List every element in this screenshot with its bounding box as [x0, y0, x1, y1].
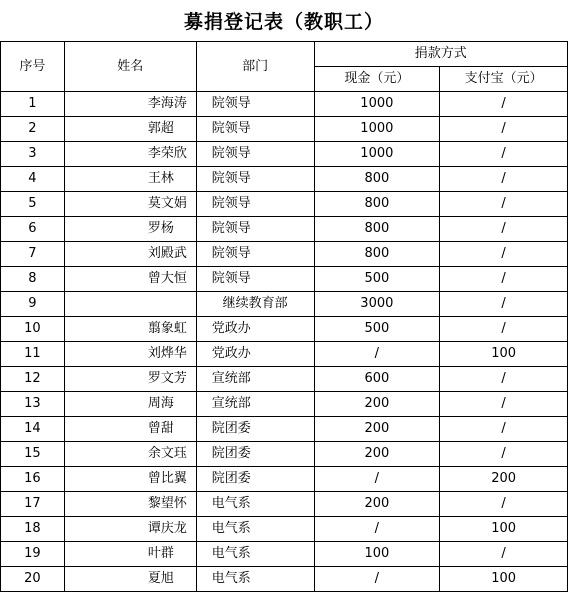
cell-dept[interactable] [196, 92, 314, 117]
cell-dept[interactable] [196, 442, 314, 467]
table-row [1, 417, 568, 442]
cell-cash[interactable]: 200 [314, 417, 440, 442]
cell-dept[interactable] [196, 292, 314, 317]
cell-dept-text: 宣统部 [211, 371, 251, 386]
cell-dept[interactable] [196, 542, 314, 567]
cell-dept-text: 电气系 [211, 496, 251, 511]
cell-dept[interactable] [196, 242, 314, 267]
cell-alipay[interactable]: 100 [440, 342, 568, 367]
cell-index[interactable]: 17 [1, 492, 65, 517]
cell-name-text: 王林 [147, 171, 174, 186]
cell-index[interactable]: 2 [1, 117, 65, 142]
cell-dept-text: 院团委 [211, 421, 251, 436]
cell-index[interactable]: 13 [1, 392, 65, 417]
cell-dept-text: 院领导 [211, 196, 251, 211]
cell-cash[interactable]: 600 [314, 367, 440, 392]
cell-alipay[interactable]: / [440, 167, 568, 192]
cell-cash[interactable]: 800 [314, 217, 440, 242]
cell-alipay[interactable]: / [440, 117, 568, 142]
cell-index[interactable]: 12 [1, 367, 65, 392]
cell-dept-text: 院领导 [211, 171, 251, 186]
cell-dept[interactable] [196, 317, 314, 342]
cell-dept[interactable] [196, 117, 314, 142]
table-row [1, 192, 568, 217]
cell-name-text: 李海涛 [147, 96, 187, 111]
table-row [1, 392, 568, 417]
cell-name-text: 莫文娟 [147, 196, 187, 211]
cell-dept-text: 院领导 [211, 271, 251, 286]
cell-cash[interactable]: / [314, 567, 440, 592]
cell-name-text: 黎望怀 [147, 496, 187, 511]
cell-dept[interactable] [196, 492, 314, 517]
cell-dept[interactable] [196, 367, 314, 392]
cell-name-text: 曾大恒 [147, 271, 187, 286]
cell-name-text: 李荣欣 [147, 146, 187, 161]
cell-cash[interactable]: 500 [314, 317, 440, 342]
cell-index[interactable]: 19 [1, 542, 65, 567]
cell-cash[interactable]: 500 [314, 267, 440, 292]
cell-alipay[interactable]: / [440, 392, 568, 417]
cell-name[interactable] [64, 442, 196, 467]
donation-table [0, 41, 568, 592]
cell-cash[interactable]: 1000 [314, 142, 440, 167]
table-row [1, 342, 568, 367]
cell-alipay[interactable]: / [440, 92, 568, 117]
cell-name[interactable] [64, 317, 196, 342]
cell-dept-text: 电气系 [211, 521, 251, 536]
cell-dept-text: 继续教育部 [222, 296, 288, 311]
cell-cash[interactable]: 800 [314, 192, 440, 217]
cell-name-text: 翦象虹 [147, 321, 187, 336]
cell-name-text: 曾比翼 [147, 471, 187, 486]
cell-dept-text: 宣统部 [211, 396, 251, 411]
cell-dept[interactable] [196, 342, 314, 367]
cell-alipay[interactable]: / [440, 292, 568, 317]
table-row [1, 517, 568, 542]
cell-name[interactable] [64, 342, 196, 367]
cell-name[interactable] [64, 492, 196, 517]
header-index[interactable]: 序号 [1, 42, 65, 92]
table-row [1, 542, 568, 567]
cell-index[interactable]: 14 [1, 417, 65, 442]
cell-alipay[interactable]: / [440, 242, 568, 267]
cell-dept[interactable] [196, 192, 314, 217]
cell-cash[interactable]: 1000 [314, 117, 440, 142]
table-row [1, 142, 568, 167]
cell-name-text: 罗杨 [147, 221, 174, 236]
header-name[interactable]: 姓名 [64, 42, 196, 92]
cell-dept[interactable] [196, 142, 314, 167]
cell-dept-text: 院团委 [211, 446, 251, 461]
cell-dept[interactable] [196, 467, 314, 492]
cell-index[interactable]: 10 [1, 317, 65, 342]
header-cash[interactable]: 现金（元） [314, 67, 440, 92]
cell-cash[interactable]: / [314, 467, 440, 492]
cell-name[interactable] [64, 117, 196, 142]
cell-alipay[interactable]: 100 [440, 567, 568, 592]
cell-name[interactable] [64, 267, 196, 292]
cell-index[interactable]: 5 [1, 192, 65, 217]
cell-alipay[interactable]: / [440, 542, 568, 567]
cell-cash[interactable]: 200 [314, 442, 440, 467]
cell-dept[interactable] [196, 567, 314, 592]
cell-dept[interactable] [196, 217, 314, 242]
cell-alipay[interactable]: / [440, 267, 568, 292]
table-row [1, 317, 568, 342]
cell-index[interactable]: 7 [1, 242, 65, 267]
cell-dept[interactable] [196, 167, 314, 192]
table-row [1, 267, 568, 292]
cell-cash[interactable]: / [314, 517, 440, 542]
cell-name-text: 刘殿武 [147, 246, 187, 261]
cell-alipay[interactable]: / [440, 217, 568, 242]
cell-dept-text: 党政办 [211, 321, 251, 336]
table-row [1, 492, 568, 517]
cell-dept-text: 电气系 [211, 546, 251, 561]
cell-dept-text: 院领导 [211, 221, 251, 236]
cell-index[interactable]: 8 [1, 267, 65, 292]
cell-alipay[interactable]: / [440, 317, 568, 342]
cell-name[interactable] [64, 542, 196, 567]
cell-index[interactable]: 9 [1, 292, 65, 317]
cell-index[interactable]: 18 [1, 517, 65, 542]
cell-alipay[interactable]: 200 [440, 467, 568, 492]
cell-cash[interactable]: 1000 [314, 92, 440, 117]
cell-dept-text: 院领导 [211, 96, 251, 111]
cell-cash[interactable]: 100 [314, 542, 440, 567]
cell-name[interactable] [64, 292, 196, 317]
cell-name[interactable] [64, 92, 196, 117]
sheet-title: 募捐登记表（教职工） [183, 11, 384, 33]
cell-alipay[interactable]: / [440, 442, 568, 467]
cell-name[interactable] [64, 167, 196, 192]
cell-dept-text: 党政办 [211, 346, 251, 361]
cell-dept-text: 院领导 [211, 146, 251, 161]
header-dept[interactable]: 部门 [196, 42, 314, 92]
cell-dept-text: 院团委 [211, 471, 251, 486]
cell-index[interactable]: 15 [1, 442, 65, 467]
cell-index[interactable]: 16 [1, 467, 65, 492]
cell-index[interactable]: 4 [1, 167, 65, 192]
cell-cash[interactable]: 3000 [314, 292, 440, 317]
header-alipay[interactable]: 支付宝（元） [440, 67, 568, 92]
table-row [1, 292, 568, 317]
table-row [1, 467, 568, 492]
cell-cash[interactable]: / [314, 342, 440, 367]
cell-dept[interactable] [196, 517, 314, 542]
cell-index[interactable]: 1 [1, 92, 65, 117]
cell-name-text: 郭超 [147, 121, 174, 136]
table-row [1, 442, 568, 467]
cell-alipay[interactable]: / [440, 417, 568, 442]
table-row [1, 217, 568, 242]
header-row-1 [1, 42, 568, 67]
cell-index[interactable]: 20 [1, 567, 65, 592]
cell-alipay[interactable]: / [440, 367, 568, 392]
cell-name[interactable] [64, 242, 196, 267]
cell-name-text: 夏旭 [147, 571, 174, 586]
cell-dept-text: 电气系 [211, 571, 251, 586]
cell-dept-text: 院领导 [211, 246, 251, 261]
cell-name-text: 叶群 [147, 546, 174, 561]
cell-name[interactable] [64, 417, 196, 442]
cell-name[interactable] [64, 217, 196, 242]
cell-index[interactable]: 3 [1, 142, 65, 167]
cell-index[interactable]: 11 [1, 342, 65, 367]
cell-alipay[interactable]: / [440, 142, 568, 167]
cell-alipay[interactable]: / [440, 192, 568, 217]
table-row [1, 242, 568, 267]
cell-cash[interactable]: 800 [314, 167, 440, 192]
table-row [1, 367, 568, 392]
cell-name[interactable] [64, 192, 196, 217]
cell-cash[interactable]: 200 [314, 492, 440, 517]
cell-name-text: 谭庆龙 [147, 521, 187, 536]
cell-name[interactable] [64, 517, 196, 542]
cell-dept[interactable] [196, 392, 314, 417]
cell-name[interactable] [64, 567, 196, 592]
cell-name-text: 周海 [147, 396, 174, 411]
cell-cash[interactable]: 800 [314, 242, 440, 267]
cell-name[interactable] [64, 392, 196, 417]
cell-alipay[interactable]: 100 [440, 517, 568, 542]
cell-name-text: 曾甜 [147, 421, 174, 436]
table-row [1, 567, 568, 592]
cell-name-text: 刘烨华 [147, 346, 187, 361]
cell-name-text: 罗文芳 [147, 371, 187, 386]
cell-cash[interactable]: 200 [314, 392, 440, 417]
cell-dept[interactable] [196, 417, 314, 442]
cell-index[interactable]: 6 [1, 217, 65, 242]
cell-name[interactable] [64, 467, 196, 492]
cell-name-text: 余文珏 [147, 446, 187, 461]
header-method[interactable]: 捐款方式 [314, 42, 568, 67]
table-row [1, 117, 568, 142]
cell-dept[interactable] [196, 267, 314, 292]
cell-dept-text: 院领导 [211, 121, 251, 136]
table-row [1, 167, 568, 192]
cell-name[interactable] [64, 367, 196, 392]
table-row [1, 92, 568, 117]
cell-alipay[interactable]: / [440, 492, 568, 517]
cell-name[interactable] [64, 142, 196, 167]
